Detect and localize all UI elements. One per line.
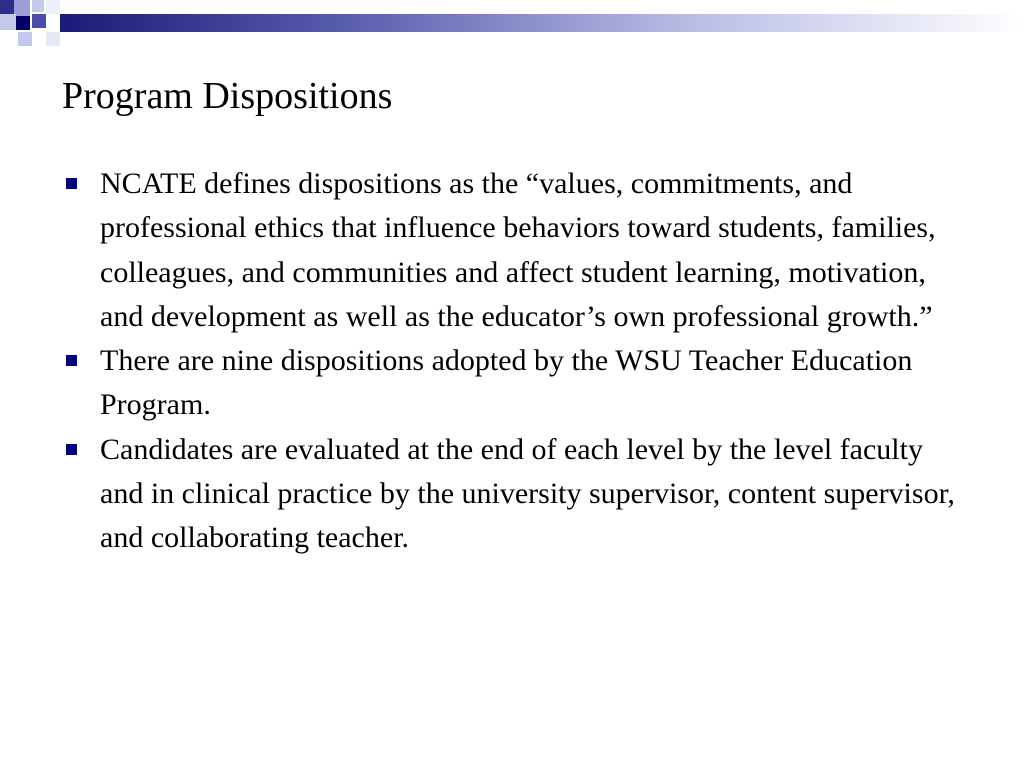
- header-square-decoration: [16, 16, 30, 30]
- header-square-decoration: [14, 0, 30, 16]
- slide-title: Program Dispositions: [62, 75, 393, 117]
- header-square-decoration: [0, 14, 16, 30]
- header-square-decoration: [46, 32, 60, 46]
- bullet-list: [62, 162, 962, 561]
- header-square-decoration: [46, 0, 60, 14]
- square-bullet-icon: [66, 178, 77, 189]
- bullet-item: [62, 339, 962, 428]
- bullet-text: There are nine dispositions adopted by the WSU Teacher Education Program.: [100, 344, 913, 422]
- header-gradient-bar: [60, 14, 1024, 32]
- bullet-item: [62, 162, 962, 339]
- bullet-item: [62, 428, 962, 561]
- header-square-decoration: [32, 14, 46, 28]
- header-square-decoration: [32, 0, 44, 12]
- square-bullet-icon: [66, 355, 77, 366]
- header-square-decoration: [18, 32, 32, 46]
- bullet-text: Candidates are evaluated at the end of each level by the level faculty and in clinical practice by the university supervisor, content supervisor, and collaborating teacher.: [100, 432, 955, 555]
- bullet-text: NCATE defines dispositions as the “values, commitments, and professional ethics that influence behaviors toward students, families, colleagues, and communities and affect student learning, motivation, and development as well as the educator’s own professional growth.”: [100, 167, 936, 333]
- square-bullet-icon: [66, 444, 77, 455]
- header-square-decoration: [0, 0, 14, 14]
